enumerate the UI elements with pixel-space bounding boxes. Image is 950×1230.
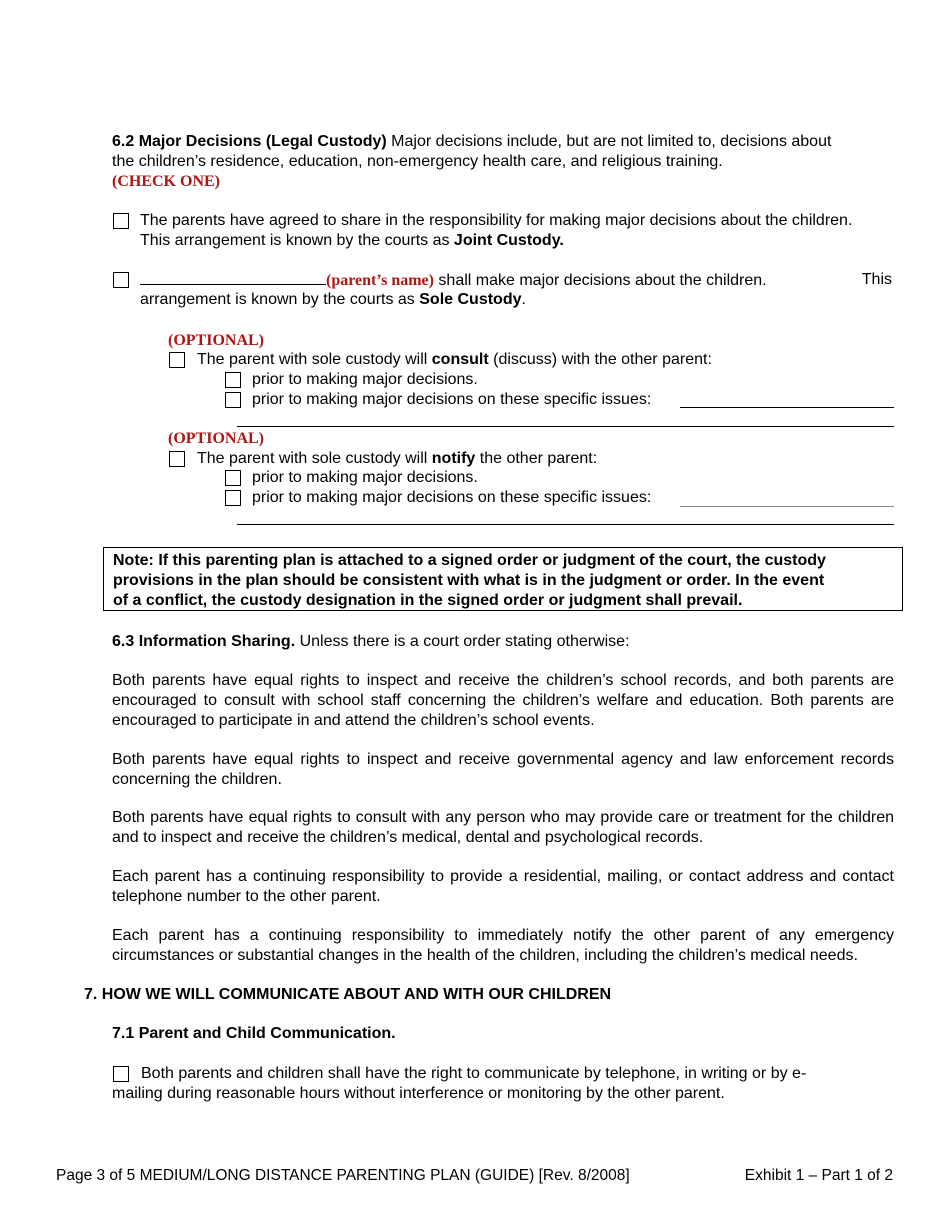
consult-checkbox[interactable] [169, 352, 185, 368]
section-6-2-intro-text: Major decisions include, but are not limited to, decisions about [386, 133, 832, 150]
sole-custody-this: This [861, 271, 892, 288]
info-paragraph-5: Each parent has a continuing responsibility to immediately notify the other parent of any emergency circumstances or substantial changes in the health of the children, including the children’s medical needs. [112, 927, 894, 964]
section-6-2-intro-line2: the children’s residence, education, non-emergency health care, and religious training. [112, 153, 723, 170]
check-one-label: (CHECK ONE) [112, 173, 220, 190]
consult-post: (discuss) with the other parent: [488, 351, 712, 368]
communication-line1: Both parents and children shall have the right to communicate by telephone, in writing or by e- [141, 1065, 807, 1082]
optional-consult-label: (OPTIONAL) [168, 332, 264, 349]
section-6-3-heading-row [112, 632, 630, 652]
footer-page-info: Page 3 of 5 MEDIUM/LONG DISTANCE PARENTING PLAN (GUIDE) [Rev. 8/2008] [56, 1167, 630, 1184]
communication-checkbox[interactable] [113, 1066, 129, 1082]
sole-custody-line2 [140, 290, 526, 310]
section-7-heading: 7. HOW WE WILL COMMUNICATE ABOUT AND WITH OUR CHILDREN [84, 986, 612, 1003]
section-6-3-heading: 6.3 Information Sharing. [112, 633, 296, 650]
notify-checkbox[interactable] [169, 451, 185, 467]
info-paragraph-1: Both parents have equal rights to inspect and receive the children’s school records, and both parents are encouraged to consult with school staff concerning the children’s welfare and education. Both parents are encouraged to participate in and attend the children’s school events. [112, 672, 894, 729]
consult-specific-checkbox[interactable] [225, 392, 241, 408]
info-paragraph-2: Both parents have equal rights to inspect and receive governmental agency and law enforcement records concerning the children. [112, 751, 894, 788]
custody-note-box [103, 547, 903, 611]
consult-pre: The parent with sole custody will [197, 351, 432, 368]
section-6-2-heading: 6.2 Major Decisions (Legal Custody) [112, 133, 387, 150]
communication-line2: mailing during reasonable hours without interference or monitoring by the other parent. [112, 1085, 725, 1102]
sole-custody-line2-text: arrangement is known by the courts as [140, 291, 420, 308]
joint-custody-line1: The parents have agreed to share in the responsibility for making major decisions about the children. [140, 212, 853, 229]
notify-specific-text: prior to making major decisions on these specific issues: [252, 489, 652, 506]
section-7-1-heading: 7.1 Parent and Child Communication. [112, 1025, 396, 1042]
notify-prior-checkbox[interactable] [225, 470, 241, 486]
footer-exhibit: Exhibit 1 – Part 1 of 2 [744, 1167, 893, 1184]
notify-prior-text: prior to making major decisions. [252, 469, 478, 486]
parent-name-field[interactable] [140, 270, 326, 285]
note-line3: of a conflict, the custody designation in the signed order or judgment shall prevail. [113, 592, 743, 609]
notify-issues-line1[interactable] [680, 506, 894, 507]
consult-term: consult [431, 351, 489, 368]
note-line2: provisions in the plan should be consistent with what is in the judgment or order. In the event [113, 572, 825, 589]
joint-custody-line2 [140, 231, 564, 251]
sole-custody-period: . [521, 291, 526, 308]
joint-custody-term: Joint Custody. [453, 232, 564, 249]
notify-pre: The parent with sole custody will [197, 450, 432, 467]
note-line1: Note: If this parenting plan is attached to a signed order or judgment of the court, the custody [113, 552, 826, 569]
info-paragraph-4: Each parent has a continuing responsibility to provide a residential, mailing, or contact address and contact telephone number to the other parent. [112, 868, 894, 905]
sole-custody-line1 [140, 270, 892, 291]
consult-issues-line2[interactable] [237, 426, 894, 427]
section-6-2-intro [112, 132, 902, 152]
notify-post: the other parent: [475, 450, 598, 467]
sole-custody-checkbox[interactable] [113, 272, 129, 288]
joint-custody-line2-text: This arrangement is known by the courts as [140, 232, 454, 249]
consult-specific-text: prior to making major decisions on these specific issues: [252, 391, 652, 408]
consult-prior-checkbox[interactable] [225, 372, 241, 388]
consult-prior-text: prior to making major decisions. [252, 371, 478, 388]
notify-term: notify [431, 450, 476, 467]
section-6-3-heading-rest: Unless there is a court order stating otherwise: [295, 633, 630, 650]
joint-custody-checkbox[interactable] [113, 213, 129, 229]
notify-issues-line2[interactable] [237, 524, 894, 525]
sole-custody-text: shall make major decisions about the children. [433, 272, 767, 289]
notify-text [197, 449, 597, 469]
notify-specific-checkbox[interactable] [225, 490, 241, 506]
parent-name-label: (parent’s name) [326, 272, 434, 289]
consult-issues-line1[interactable] [680, 407, 894, 408]
consult-text [197, 350, 712, 370]
optional-notify-label: (OPTIONAL) [168, 430, 264, 447]
info-paragraph-3: Both parents have equal rights to consult with any person who may provide care or treatment for the children and to inspect and receive the children’s medical, dental and psychological records. [112, 809, 894, 846]
sole-custody-term: Sole Custody [419, 291, 522, 308]
